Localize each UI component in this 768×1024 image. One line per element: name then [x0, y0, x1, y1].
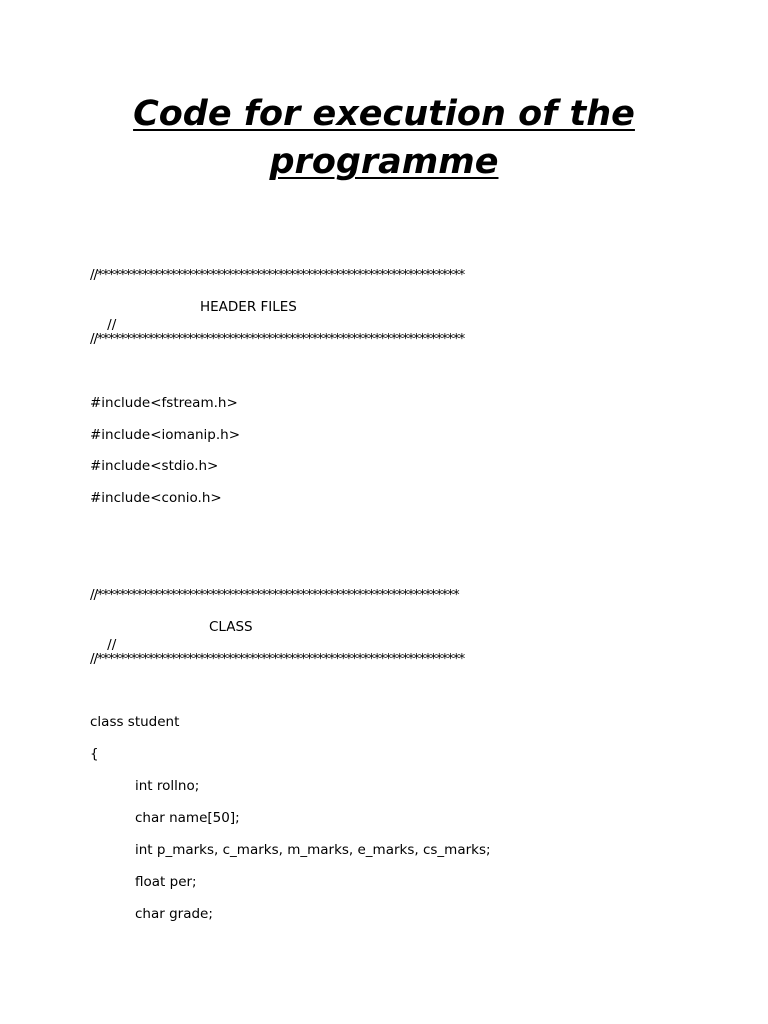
header-files-rule-bottom: //***************************************************************** [90, 331, 465, 347]
class-member-line: float per; [135, 874, 197, 890]
class-rule-top: //**************************************************************** [90, 587, 459, 603]
comment-marker: // [107, 317, 117, 333]
include-line: #include<conio.h> [90, 490, 222, 506]
include-line: #include<stdio.h> [90, 458, 219, 474]
header-files-rule-top: //***************************************************************** [90, 267, 465, 283]
class-member-line: char grade; [135, 906, 213, 922]
page-title-line-2: programme [269, 142, 499, 182]
page-title [0, 90, 768, 186]
include-line: #include<iomanip.h> [90, 427, 241, 443]
class-member-line: int p_marks, c_marks, m_marks, e_marks, cs_marks; [135, 842, 491, 858]
include-line: #include<fstream.h> [90, 395, 238, 411]
class-member-line: char name[50]; [135, 810, 240, 826]
header-files-label: HEADER FILES [200, 299, 297, 315]
comment-marker: // [107, 637, 117, 653]
class-label: CLASS [209, 619, 253, 635]
class-declaration: class student [90, 714, 180, 730]
class-member-line: int rollno; [135, 778, 200, 794]
page-title-line-1: Code for execution of the [133, 94, 635, 134]
class-rule-bottom: //***************************************************************** [90, 651, 465, 667]
open-brace: { [90, 746, 99, 762]
